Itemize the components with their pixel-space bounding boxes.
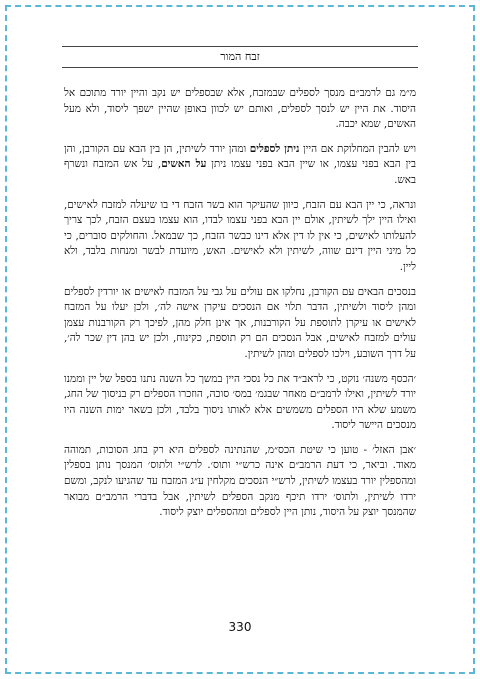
paragraph-2-text-c: , על אש המזבח ונשרף באש. (64, 158, 416, 186)
running-header (62, 46, 418, 68)
paragraph-4-text: בנסכים הבאים עם הקורבן, נחלקו אם עולים על גבי על המזבח לאישים או יורדין לספלים ומהן ליסוד ולשיתין, הדבר תלוי אם הנסכים עיקרן אישה לה׳, ולכן יעלו על המזבח לאישים או עיקרן לתוספת על הקורבנות, אך אינן חלק מהן, לפיכך רק הקורבנות עצמן עולים למזבח לאישים, אבל הנסכים הם רק תוספת, כקינוח, ולכן יש בהן דין שכר לה׳, על דרך השובע, וילכו לספלים ומהן לשיתין. (64, 285, 416, 360)
paragraph-5-text: ׳הכסף משנה׳ נוקט, כי לראב״ד את כל נסכי היין במשך כל השנה נתנו בספל של יין וממנו יורד לשיתין, ואילו לרמב״ם מאחר שבגמ׳ במס׳ סוכה, הוזכרו הספלים רק בניסוך של החג, משמע שלא היו הספלים משמשים אלא לאותו ניסוך בלבד, ולכן בשאר ימות השנה היו מנסכים היישר ליסוד. (64, 372, 416, 432)
header-title: זבח המור (220, 50, 260, 63)
paragraph-1-text: מ״מ גם לרמב״ם מנסך לספלים שבמזבח, אלא שבספלים יש נקב והיין יורד מתוכם אל היסוד. את היין יש לנסך לספלים, ואותם יש לכוון באופן שהיין ישפך ליסוד, ולא מעל האשים, שמא יכבה. (64, 87, 416, 131)
paragraph-6 (64, 443, 416, 521)
paragraph-2-text-a: ויש להבין המחלוקת אם היין (299, 142, 417, 155)
paragraph-3-text: ונראה, כי יין הבא עם הזבח, כיוון שהעיקר הוא בשר הזבח די בו שיעלה למזבח לאישים, ואילו היין ילך לשיתין, אולם יין הבא בפני עצמו לבדו, הוא עצמו בעצם הזבח, לכך צריך להעלותו לאישים, כי אין לו דין אלא דינו כבשר הזבח, כך שבמאל. והחולקים סוברים, כי כל מיני היין דינם שווה, לשיתין ולא לאישים. האש, מיועדת לבשר ומנחות בלבד, ולא ליין. (64, 198, 416, 273)
paragraph-6-text: ׳אבן האזל׳ - טוען כי שיטת הכס״מ, שהנתינה לספלים היא רק בחג הסוכות, תמוהה מאוד. וביאר, כי דעת הרמב״ם אינה כרש״י ותוס׳. לרש״י ולתוס׳ המנסך נותן בספלין ומהספלין יורד בעצמו לשיתין, לרש״י הנסכים מקלחין ע״ג המזבח עד שהגיעו לנקב, ומשם ירדו לשיתין, ולתוס׳ ירדו תיכף מנקב הספלים לשיתין, אבל בדברי הרמב״ם מבואר שהמנסך יוצק על היסוד, נותן היין לספלים ומהספלים יוצק ליסוד. (64, 443, 416, 519)
body-text (64, 86, 416, 530)
paragraph-2-bold-b: על האשים (161, 158, 207, 171)
paragraph-2-text-b: ומהן יורד לשיתין, הן בין הבא עם הקורבן, והן בין הבא בפני עצמו, או שיין הבא בפני עצמו ניתן (64, 142, 417, 171)
header-rule-top (62, 46, 418, 47)
paragraph-2 (64, 142, 416, 189)
paragraph-2-bold-a: ניתן לספלים (249, 142, 300, 155)
paragraph-4 (64, 285, 416, 363)
paragraph-1 (64, 86, 416, 133)
paragraph-3 (64, 198, 416, 276)
header-rule-bottom (62, 67, 418, 68)
paragraph-5 (64, 372, 416, 434)
page-number: 330 (228, 620, 252, 634)
